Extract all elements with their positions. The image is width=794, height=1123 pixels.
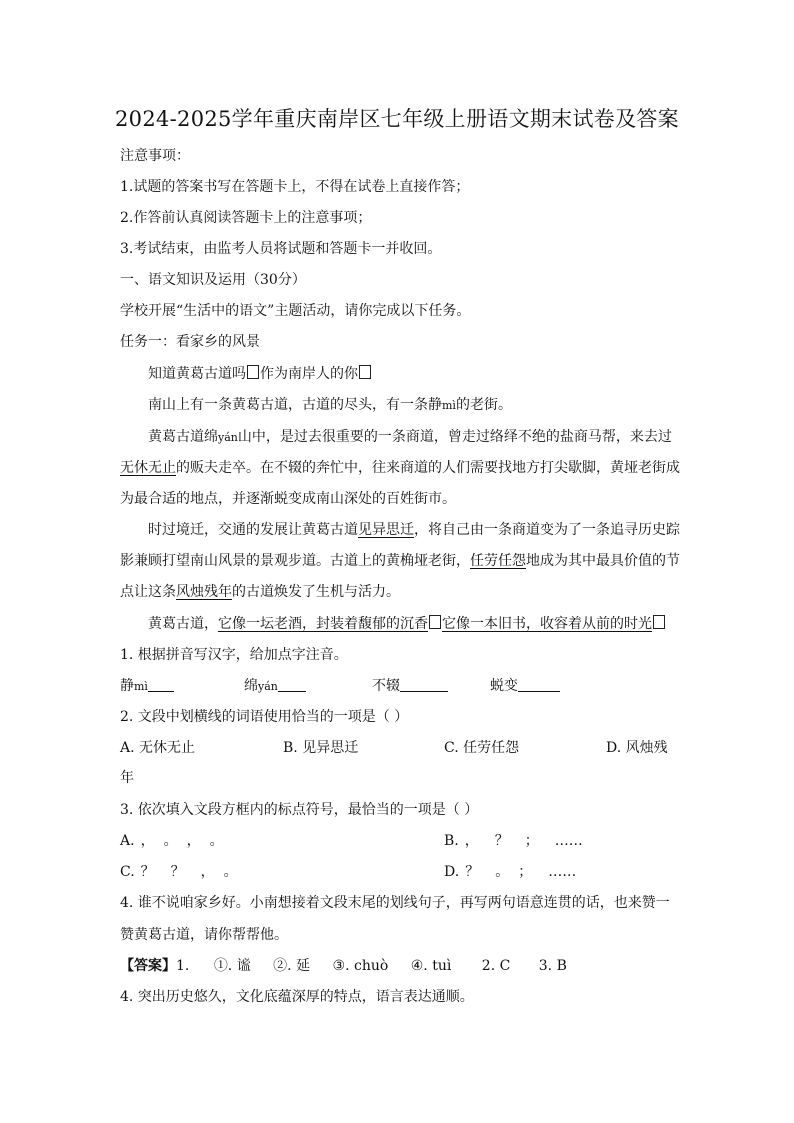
answer-blank[interactable] — [400, 677, 448, 692]
option-wrap: 年 — [120, 770, 134, 786]
passage-paragraph: 时过境迁，交通的发展让黄葛古道见异思迁，将自己由一条商道变为了一条追寻历史踪 — [148, 522, 680, 538]
q1-item: 不辍 — [372, 676, 448, 696]
question-2-stem: 2. 文段中划横线的词语使用恰当的一项是（ ） — [120, 709, 409, 725]
option-a[interactable]: A. 无休无止 — [120, 740, 196, 756]
blank-box — [653, 615, 665, 629]
answer-blank[interactable] — [148, 677, 174, 692]
passage-paragraph: 南山上有一条黄葛古道，古道的尽头，有一条静mì的老街。 — [148, 397, 512, 413]
section-intro: 学校开展“生活中的语文”主题活动，请你完成以下任务。 — [120, 303, 471, 319]
answer-blank[interactable] — [278, 677, 306, 692]
underlined-sentence: 它像一本旧书，收容着从前的时光 — [442, 616, 652, 632]
notes-heading: 注意事项： — [120, 148, 190, 164]
answer-line-4: 4. 突出历史悠久，文化底蕴深厚的特点，语言表达通顺。 — [120, 989, 474, 1005]
option-d[interactable]: D. 风烛残 — [606, 740, 668, 756]
option-d[interactable]: D. ？ 。 ； …… — [444, 864, 577, 880]
passage-line: 影兼顾打望南山风景的景观步道。古道上的黄桷垭老街，任劳任怨地成为其中最具价值的节 — [120, 553, 680, 569]
answer-blank[interactable] — [518, 677, 560, 692]
underlined-sentence: 它像一坛老酒，封装着馥郁的沉香 — [218, 616, 428, 632]
question-4-stem: 4. 谁不说咱家乡好。小南想接着文段末尾的划线句子，再写两句语意连贯的话，也来赞一 — [120, 895, 670, 911]
note-item: 2.作答前认真阅读答题卡上的注意事项； — [120, 210, 372, 226]
page-title: 2024-2025学年重庆南岸区七年级上册语文期末试卷及答案 — [115, 107, 679, 131]
passage-line: 点让这条风烛残年的古道焕发了生机与活力。 — [120, 584, 400, 600]
note-item: 3.考试结束，由监考人员将试题和答题卡一并收回。 — [120, 241, 442, 257]
q1-item: 蜕变 — [490, 676, 560, 696]
answer-line: 【答案】1. ①. 谧 ②. 延 ③. chuò ④. tuì 2. C 3. B — [120, 958, 567, 974]
answer-label: 【答案】 — [120, 958, 176, 974]
q1-item: 绵yán — [244, 676, 306, 697]
underlined-word: 见异思迁 — [358, 522, 414, 538]
blank-box — [359, 365, 371, 379]
underlined-word: 风烛残年 — [176, 584, 232, 600]
passage-paragraph: 黄葛古道，它像一坛老酒，封装着馥郁的沉香 它像一本旧书，收容着从前的时光 — [148, 614, 680, 634]
note-item: 1.试题的答案书写在答题卡上，不得在试卷上直接作答； — [120, 179, 470, 195]
q1-item: 静mì — [120, 676, 174, 697]
option-b[interactable]: B. 见异思迁 — [283, 740, 359, 756]
question-1-stem: 1. 根据拼音写汉字，给加点字注音。 — [120, 647, 348, 663]
option-c[interactable]: C. 任劳任怨 — [444, 740, 520, 756]
underlined-word: 无休无止 — [120, 460, 176, 476]
option-c[interactable]: C. ？ ？ ， 。 — [120, 864, 238, 880]
question-3-stem: 3. 依次填入文段方框内的标点符号，最恰当的一项是（ ） — [120, 802, 479, 818]
underlined-word: 任劳任怨 — [470, 553, 526, 569]
section-heading: 一、语文知识及运用（30分） — [120, 272, 306, 288]
blank-box — [429, 615, 441, 629]
passage-line: 为最合适的地点，并逐渐蜕变成南山深处的百姓街市。 — [120, 491, 456, 507]
question-4-stem-cont: 赞黄葛古道，请你帮帮他。 — [120, 927, 288, 943]
option-a[interactable]: A. ， 。 ， 。 — [120, 833, 224, 849]
passage-line: 无休无止的贩夫走卒。在不辍的奔忙中，往来商道的人们需要找地方打尖歇脚，黄垭老街成 — [120, 460, 680, 476]
passage-title: 知道黄葛古道吗 作为南岸人的你 — [148, 364, 680, 384]
task-heading: 任务一：看家乡的风景 — [120, 334, 260, 350]
option-b[interactable]: B. ， ？ ； …… — [444, 833, 583, 849]
passage-paragraph: 黄葛古道绵yán山中，是过去很重要的一条商道，曾走过络绎不绝的盐商马帮，来去过 — [148, 429, 672, 445]
blank-box — [247, 365, 259, 379]
